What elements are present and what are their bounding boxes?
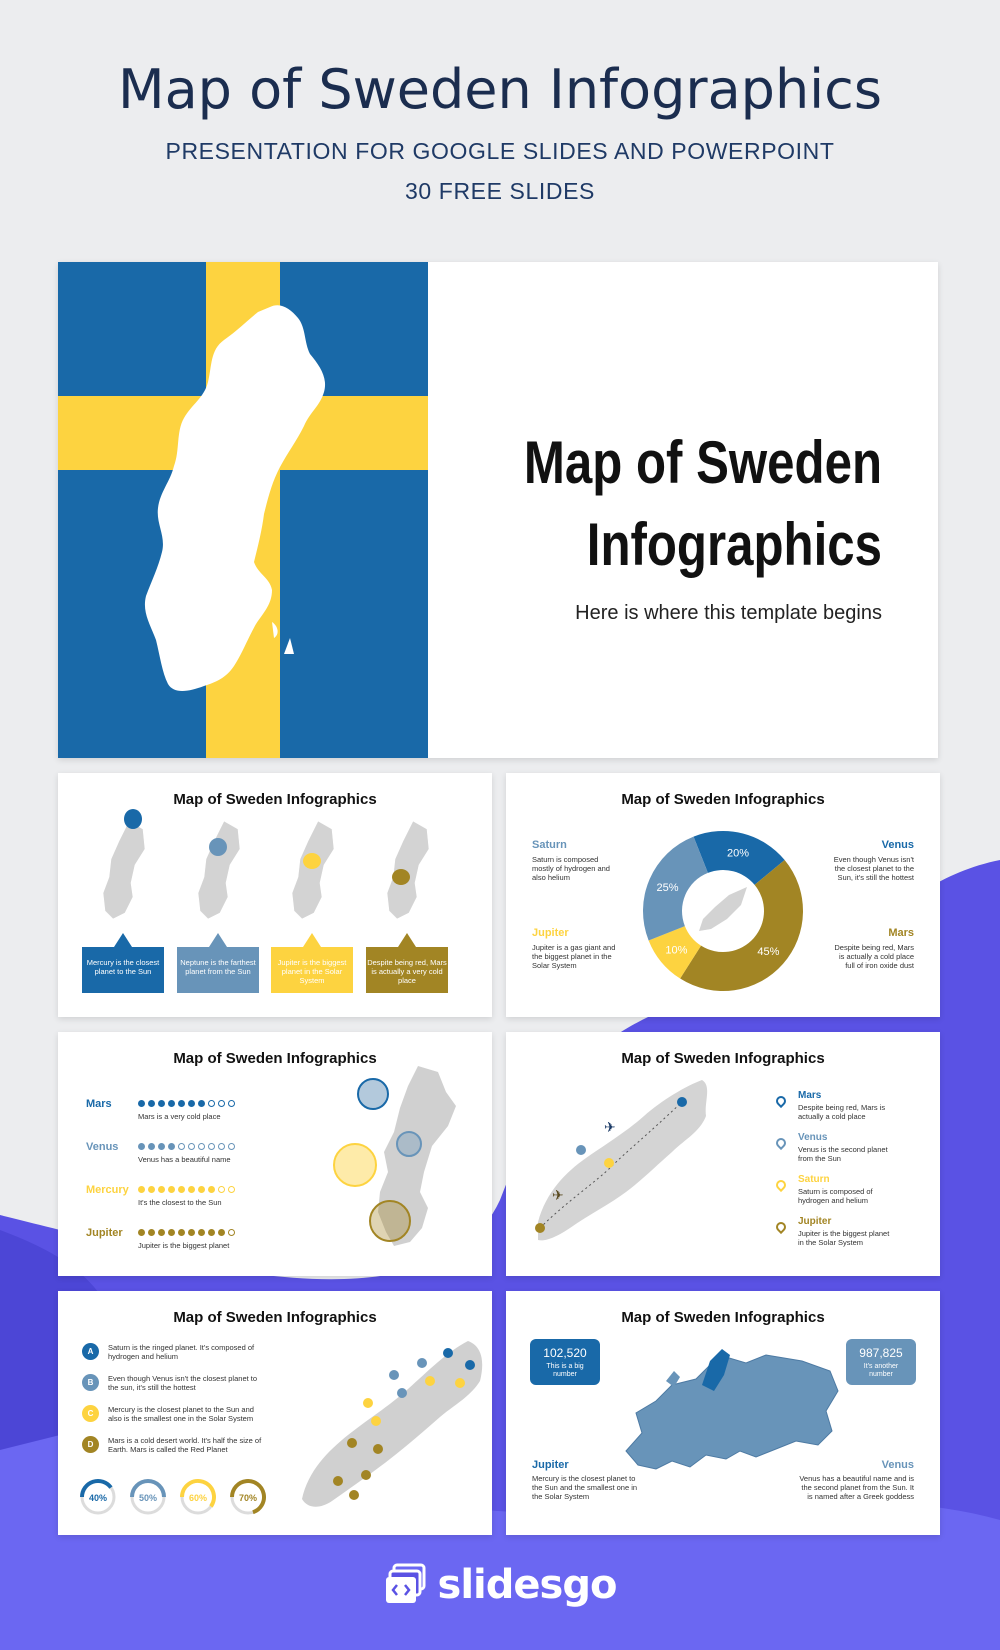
rating-dot [168,1100,175,1107]
rating-dot [148,1229,155,1236]
route-item-text: Saturn is composed of [798,1187,873,1196]
map-pin-icon [774,1220,788,1234]
rating-dot [218,1100,225,1107]
rating-dot [188,1143,195,1150]
sweden-map-circles [328,1062,492,1276]
rating-text: Jupiter is the biggest planet [138,1241,230,1250]
slide-route-map[interactable] [506,1032,940,1276]
box-pointer [114,933,132,947]
donut-slice-label: 25% [656,881,679,894]
rating-dot [158,1229,165,1236]
list-item-text: Mars is a cold desert world. It's half the size of [108,1436,262,1445]
rating-text: Mars is a very cold place [138,1112,221,1121]
list-badge: B [82,1374,99,1391]
page-subtitle: PRESENTATION FOR GOOGLE SLIDES AND POWERPOINT [165,138,835,164]
label-venus-text3: is named after a Greek goddess [807,1492,914,1501]
map-dot [363,1398,373,1408]
map-dot [455,1378,465,1388]
sweden-flag [58,262,428,758]
number-right: 987,825 [859,1346,903,1360]
sweden-map-dots [298,1331,492,1511]
label-venus-text2: the second planet from the Sun. It [801,1483,914,1492]
number-right-text2: number [869,1371,893,1378]
route-item-name: Mars [798,1090,822,1101]
rating-dots [138,1143,235,1150]
slide-title: Map of Sweden Infographics [621,1050,825,1067]
rating-dot [148,1143,155,1150]
number-left-text1: This is a big [546,1363,584,1370]
map-dot [347,1438,357,1448]
slide-title: Map of Sweden Infographics [173,1309,377,1326]
rating-dot [168,1229,175,1236]
rating-dot [178,1143,185,1150]
rating-dot [138,1143,145,1150]
donut-slice-label: 20% [727,847,750,860]
map-dot [443,1348,453,1358]
label-jupiter [532,927,618,970]
route-item-text: in the Solar System [798,1238,864,1247]
slide-title: Map of Sweden Infographics [173,1050,377,1067]
label-saturn-name: Saturn [532,839,567,851]
donut-chart [506,773,940,1017]
rating-dot [178,1186,185,1193]
sweden-mini-map [699,887,747,931]
list-item-text: hydrogen and helium [108,1352,179,1361]
map-dot [371,1416,381,1426]
main-title-line1: Map of Sweden [523,429,882,496]
main-slide-subtitle: Here is where this template begins [575,602,882,624]
slide-title: Map of Sweden Infographics [173,791,377,808]
slide-title: Map of Sweden Infographics [621,1309,825,1326]
rating-dot [208,1143,215,1150]
info-box: Mercury is the closest planet to the Sun [82,947,164,993]
rating-dot [178,1100,185,1107]
list-item-text: the sun, it's still the hottest [108,1383,196,1392]
label-jupiter-name: Jupiter [532,927,569,939]
map-pin-icon [774,1178,788,1192]
number-box-right [846,1339,916,1385]
map-dot [333,1476,343,1486]
box-pointer [303,933,321,947]
brand-name: slidesgo [437,1562,617,1608]
label-venus [799,1459,914,1501]
slide-dot-ratings[interactable] [58,1032,492,1276]
progress-rings [78,1471,298,1521]
rating-name: Jupiter [86,1227,123,1239]
map-dot [349,1490,359,1500]
slidesgo-logo-icon [384,1563,428,1607]
page-header [0,0,1000,230]
sweden-route-map [526,1072,726,1252]
route-item-text: Jupiter is the biggest planet [798,1229,890,1238]
rating-name: Mars [86,1098,112,1110]
rating-dot [138,1186,145,1193]
number-box-left [530,1339,600,1385]
label-venus-name: Venus [881,839,914,851]
main-slide[interactable] [58,262,938,758]
rating-dot [138,1229,145,1236]
main-title-line2: Infographics [586,511,882,578]
rating-dot [158,1100,165,1107]
footer-brand[interactable] [0,1555,1000,1615]
ring-label: 60% [188,1493,208,1503]
rating-text: Venus has a beautiful name [138,1155,231,1164]
rating-dot [218,1229,225,1236]
mini-sweden-map [103,809,145,919]
rating-dot [218,1143,225,1150]
route-item-text: actually a cold place [798,1112,866,1121]
route-item-text: hydrogen and helium [798,1196,869,1205]
rating-dot [228,1186,235,1193]
rating-name: Venus [86,1141,119,1153]
info-box: Neptune is the farthest planet from the Sun [177,947,259,993]
list-badge: A [82,1343,99,1360]
map-dot [361,1470,371,1480]
route-item-name: Saturn [798,1174,830,1185]
svg-text:✈: ✈ [604,1119,616,1135]
label-jupiter-name: Jupiter [532,1459,569,1471]
label-mars-text: Despite being red, Mars is actually a cold place full of iron oxide dust [834,943,914,970]
rating-dots [138,1186,235,1193]
label-mars [832,927,914,970]
mini-sweden-map [387,821,429,919]
map-pin-icon [774,1094,788,1108]
rating-dot [208,1229,215,1236]
label-venus-text: Even though Venus isn't the closest planet to the Sun, it's still the hottest [833,855,914,882]
list-item-text: Even though Venus isn't the closest planet to [108,1374,258,1383]
info-box: Jupiter is the biggest planet in the Solar System [271,947,353,993]
list-badge: D [82,1436,99,1453]
map-dot [389,1370,399,1380]
slides-count: 30 FREE SLIDES [405,178,595,204]
label-venus [832,839,914,882]
rating-dot [188,1100,195,1107]
donut-slice [680,860,803,991]
rating-dots [138,1229,235,1236]
slide-maps-boxes[interactable] [58,773,492,1017]
map-dot [425,1376,435,1386]
rating-dot [208,1100,215,1107]
rating-dot [228,1229,235,1236]
rating-dot [198,1143,205,1150]
box-pointer [209,933,227,947]
mini-sweden-map [198,821,240,919]
rating-dot [218,1186,225,1193]
slide-donut[interactable] [506,773,940,1017]
route-item-name: Venus [798,1132,828,1143]
mini-sweden-map [292,821,334,919]
label-jupiter-text: Jupiter is a gas giant and the biggest planet in the Solar System [532,943,616,970]
ring-label: 40% [88,1493,108,1503]
list-item-text: Mercury is the closest planet to the Sun and [108,1405,254,1414]
label-jupiter [532,1459,637,1501]
page-title: Map of Sweden Infographics [118,58,882,121]
map-dot [465,1360,475,1370]
rating-dot [198,1100,205,1107]
list-item-text: Saturn is the ringed planet. It's composed of [108,1343,255,1352]
route-item-text: Venus is the second planet [798,1145,888,1154]
rating-dot [188,1229,195,1236]
map-pin-icon [774,1136,788,1150]
rating-dot [208,1186,215,1193]
list-item-text: Earth. Mars is called the Red Planet [108,1445,228,1454]
map-dot [417,1358,427,1368]
rating-dot [168,1143,175,1150]
label-mars-name: Mars [888,927,914,939]
number-left-text2: number [553,1371,577,1378]
rating-dots [138,1100,235,1107]
route-item-text: from the Sun [798,1154,841,1163]
donut-slice-label: 10% [665,944,688,957]
slide-title: Map of Sweden Infographics [621,791,825,808]
number-right-text1: It's another [863,1363,899,1370]
number-left: 102,520 [543,1346,587,1360]
rating-dot [228,1143,235,1150]
label-saturn [532,839,614,882]
label-jupiter-text1: Mercury is the closest planet to [532,1474,636,1483]
rating-dot [148,1100,155,1107]
rating-dot [148,1186,155,1193]
rating-dot [138,1100,145,1107]
donut-slice-label: 45% [757,946,780,959]
label-venus-name: Venus [881,1459,914,1471]
ring-label: 50% [138,1493,158,1503]
svg-text:✈: ✈ [552,1187,564,1203]
rating-dot [188,1186,195,1193]
route-item-text: Despite being red, Mars is [798,1103,886,1112]
slide-europe-map[interactable] [506,1291,940,1535]
route-item-name: Jupiter [798,1216,832,1227]
ring-label: 70% [238,1493,258,1503]
rating-dot [158,1186,165,1193]
label-jupiter-text2: the Sun and the smallest one in [532,1483,638,1492]
rating-dot [198,1186,205,1193]
rating-text: It's the closest to the Sun [138,1198,222,1207]
map-dot [397,1388,407,1398]
list-item-text: also is the smallest one in the Solar System [108,1414,254,1423]
main-slide-title [521,422,882,586]
rating-dot [168,1186,175,1193]
slide-list-rings[interactable] [58,1291,492,1535]
rating-dot [198,1229,205,1236]
rating-dot [158,1143,165,1150]
label-venus-text1: Venus has a beautiful name and is [799,1474,914,1483]
label-saturn-text: Saturn is composed mostly of hydrogen and also helium [532,855,610,882]
label-jupiter-text3: the Solar System [532,1492,590,1501]
rating-name: Mercury [86,1184,129,1196]
box-pointer [398,933,416,947]
list-badge: C [82,1405,99,1422]
map-dot [373,1444,383,1454]
rating-dot [228,1100,235,1107]
sweden-map-silhouette [58,262,428,758]
info-box: Despite being red, Mars is actually a very cold place [366,947,448,993]
rating-dot [178,1229,185,1236]
